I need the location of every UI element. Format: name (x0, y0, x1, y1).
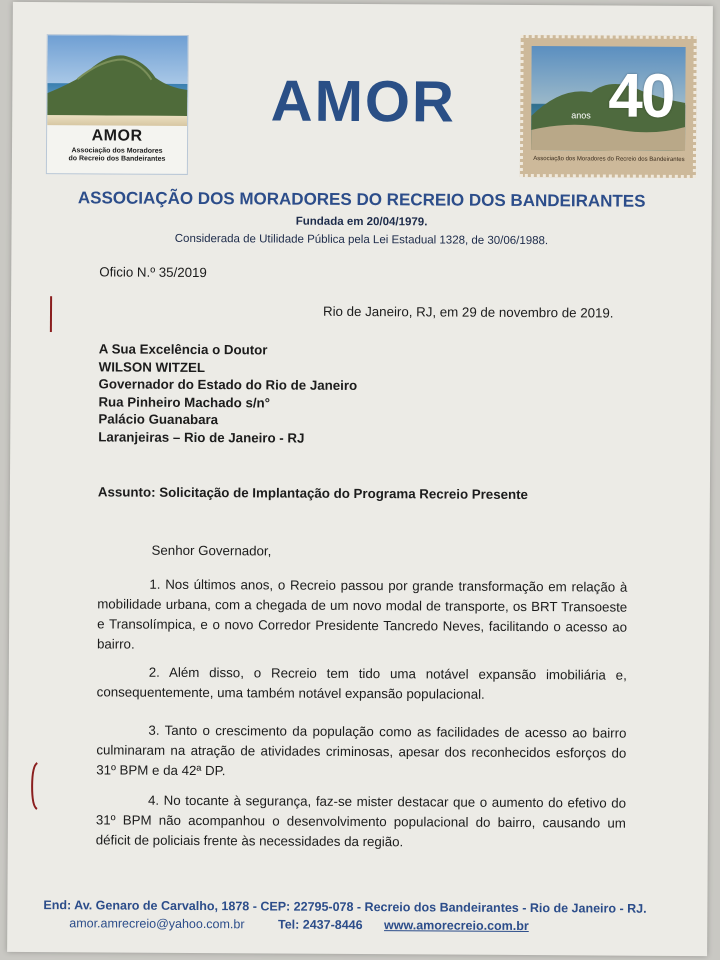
stamp-caption: Associação dos Moradores do Recreio dos Bandeirantes (533, 156, 685, 163)
address-line: Palácio Guanabara (98, 411, 219, 428)
utility-declaration: Considerada de Utilidade Pública pela Lei Estadual 1328, de 30/06/1988. (174, 232, 549, 248)
address-line: Rua Pinheiro Machado s/n° (98, 393, 271, 410)
oficio-number: Oficio N.º 35/2019 (99, 264, 207, 281)
footer-website: www.amorecreio.com.br (384, 918, 529, 934)
paragraph: 3. Tanto o crescimento da população como as facilidades de acesso ao bairro culminaram na atração de atividades criminosas, apesar dos reconhecidos esforços do 31º BPM e da 42ª DP. (96, 722, 627, 779)
brand-title: AMOR (270, 68, 457, 135)
footer-address: End: Av. Genaro de Carvalho, 1878 - CEP: 22795-078 - Recreio dos Bandeirantes - Rio de Janeiro - RJ. (43, 898, 647, 916)
paragraph: 1. Nos últimos anos, o Recreio passou por grande transformação em relação à mobilidade urbana, com a chegada de um novo modal de transporte, os BRT Transoeste e Transolímpica, e o novo Corredor Presidente Tancredo Neves, facilitando o acesso ao bairro. (96, 576, 628, 652)
address-line: WILSON WITZEL (98, 358, 206, 375)
address-line: A Sua Excelência o Doutor (98, 341, 268, 358)
amor-logo (46, 34, 189, 175)
paragraph: 2. Além disso, o Recreio tem tido uma notável expansão imobiliária e, consequentemente, uma também notável expansão populacional. (96, 664, 627, 702)
paragraph: 4. No tocante à segurança, faz-se mister destacar que o aumento do efetivo do 31º BPM não acompanhou o desenvolvimento populacional do bairro, causando um déficit de policiais frente às necessidades da região. (95, 792, 627, 850)
mountain-icon (47, 45, 187, 116)
letter-subject: Assunto: Solicitação de Implantação do Programa Recreio Presente (97, 484, 529, 503)
footer-email: amor.amrecreio@yahoo.com.br (69, 916, 245, 932)
stamp-word: anos (571, 110, 591, 121)
founded-date: Fundada em 20/04/1979. (295, 215, 428, 229)
salutation: Senhor Governador, (151, 542, 272, 559)
letter-page (7, 2, 713, 956)
pen-mark-icon (49, 296, 53, 332)
logo-name: AMOR (91, 127, 143, 145)
footer-contacts (69, 916, 529, 933)
stamp-number: 40 (608, 61, 674, 131)
letter-date: Rio de Janeiro, RJ, em 29 de novembro de 2019. (322, 303, 614, 321)
address-line: Governador do Estado do Rio de Janeiro (98, 376, 358, 393)
anniversary-stamp (520, 35, 697, 178)
footer-phone: Tel: 2437-8446 (277, 917, 363, 933)
organization-name: ASSOCIAÇÃO DOS MORADORES DO RECREIO DOS BANDEIRANTES (77, 188, 646, 211)
logo-subtitle: Associação dos Moradores do Recreio dos Bandeirantes (68, 147, 166, 163)
recipient-address (98, 340, 357, 447)
address-line: Laranjeiras – Rio de Janeiro - RJ (98, 428, 305, 446)
bracket-mark-icon (30, 762, 38, 810)
